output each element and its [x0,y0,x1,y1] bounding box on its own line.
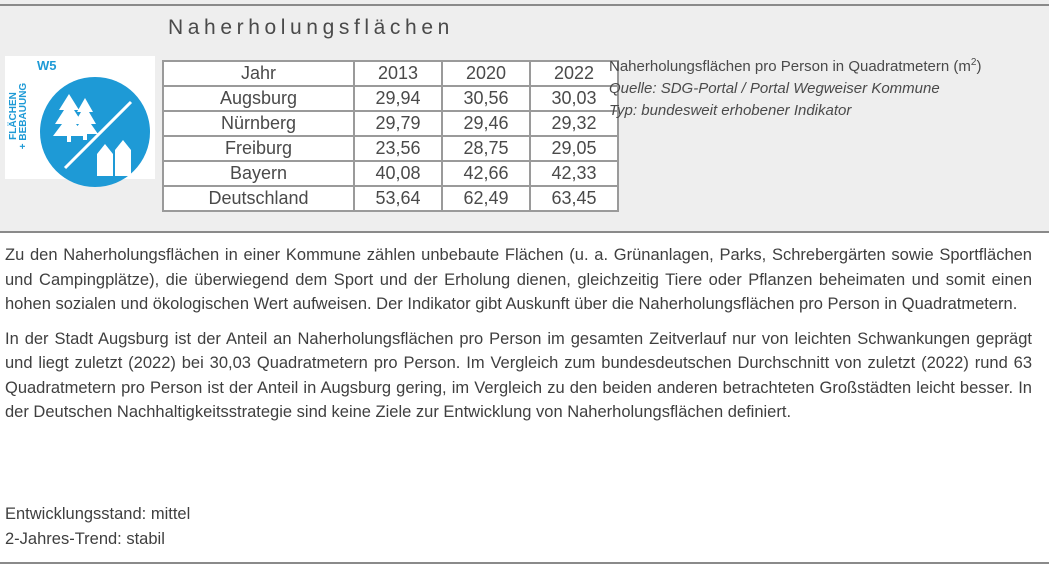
source-line: Quelle: SDG-Portal / Portal Wegweiser Kommune [609,80,940,97]
row-name: Freiburg [163,136,354,161]
paragraph: In der Stadt Augsburg ist der Anteil an Naherholungsflächen pro Person im gesamten Zeitverlauf nur von leichten Schwankungen geprägt und liegt zuletzt (2022) bei 30,03 Quadratmetern pro Person. Im Vergleich zum bundesdeutschen Durchschnitt von zuletzt (2022) rund 63 Quadratmetern pro Person ist der Anteil in Augsburg gering, im Vergleich zu den beiden anderen betrachteten Großstädten leicht besser. In der Deutschen Nachhaltigkeitsstrategie sind keine Ziele zur Entwicklung von Naherholungsflächen definiert. [5,329,1032,421]
row-value: 29,46 [442,111,530,136]
description-text [5,243,1032,425]
row-value: 29,32 [530,111,618,136]
type-line: Typ: bundesweit erhobener Indikator [609,102,852,119]
table-row [163,186,618,211]
indicator-meta [609,56,981,122]
header-label: Jahr [163,61,354,86]
unit-superscript: 2 [970,57,977,68]
row-value: 29,05 [530,136,618,161]
header-divider [0,231,1049,233]
bottom-divider [0,562,1049,564]
top-divider [0,4,1049,6]
unit-description [609,56,981,78]
header-year: 2022 [530,61,618,86]
row-value: 62,49 [442,186,530,211]
row-value: 29,79 [354,111,442,136]
row-name: Deutschland [163,186,354,211]
row-value: 29,94 [354,86,442,111]
row-value: 42,66 [442,161,530,186]
row-value: 42,33 [530,161,618,186]
row-value: 30,56 [442,86,530,111]
header-year: 2013 [354,61,442,86]
table-row [163,161,618,186]
table-row [163,86,618,111]
table-row [163,136,618,161]
badge-category-line1: FLÄCHEN [8,92,19,140]
indicator-badge [5,56,155,179]
row-value: 53,64 [354,186,442,211]
header-year: 2020 [442,61,530,86]
paragraph: Zu den Naherholungsflächen in einer Kommune zählen unbebaute Flächen (u. a. Grünanlagen, Parks, Schrebergärten sowie Sportflächen und Campingplätze), die überwiegend dem Sport und der Erholung dienen, gleichzeitig Tiere oder Pflanzen beheimaten und somit einen hohen sozialen und ökologischen Wert aufweisen. Der Indikator gibt Auskunft über die Naherholungsflächen pro Person in Quadratmetern. [5,246,1032,313]
row-value: 23,56 [354,136,442,161]
unit-text: Naherholungsflächen pro Person in Quadratmetern (m [609,58,971,75]
row-name: Nürnberg [163,111,354,136]
page-title: Naherholungsflächen [168,16,454,39]
badge-category [5,60,33,172]
row-value: 40,08 [354,161,442,186]
row-name: Bayern [163,161,354,186]
indicator-table [162,60,619,212]
unit-close: ) [976,58,982,75]
development-status: Entwicklungsstand: mittel [5,505,191,523]
table-header-row [163,61,618,86]
row-value: 63,45 [530,186,618,211]
trend-status: 2-Jahres-Trend: stabil [5,529,165,548]
status-block [5,502,190,551]
row-value: 28,75 [442,136,530,161]
trees-and-buildings-icon [39,76,151,188]
badge-category-line2: + BEBAUUNG [18,82,29,150]
row-value: 30,03 [530,86,618,111]
badge-code: W5 [37,58,57,73]
table-row [163,111,618,136]
row-name: Augsburg [163,86,354,111]
